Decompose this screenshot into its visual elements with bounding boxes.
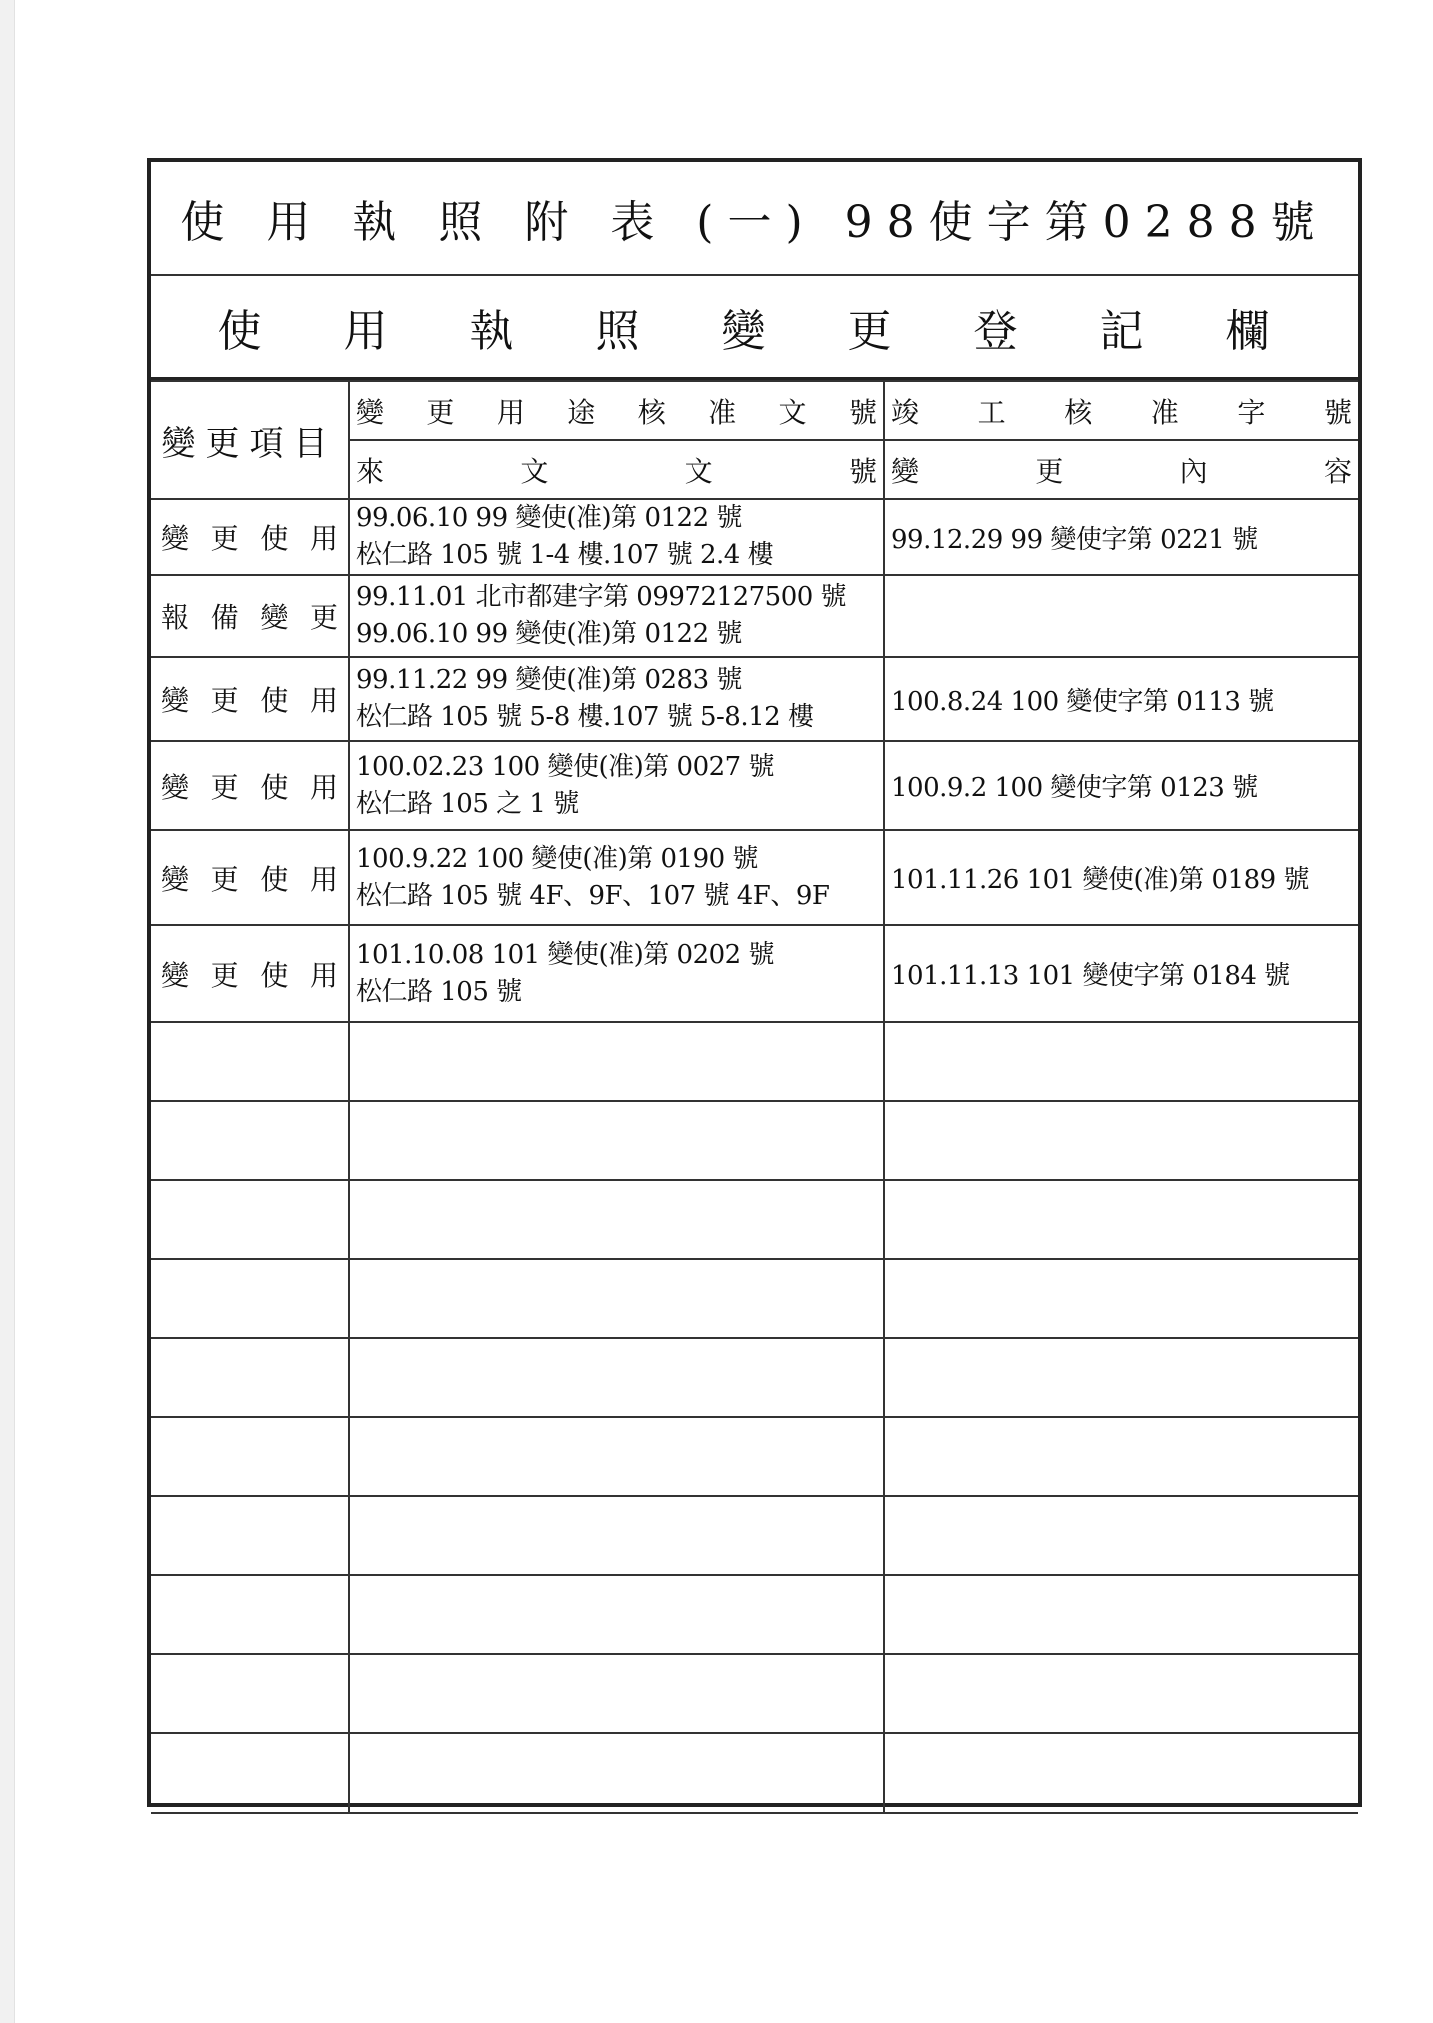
item-char: 變	[161, 862, 190, 896]
item-char: 用	[309, 684, 338, 717]
reference-cell	[349, 830, 884, 925]
item-char: 更	[309, 601, 338, 634]
change-item-cell	[151, 575, 349, 657]
license-appendix-form	[147, 158, 1362, 1807]
empty-row	[151, 1101, 1358, 1180]
header-char: 文	[684, 454, 713, 488]
reference-cell	[349, 499, 884, 575]
header-char: 號	[848, 454, 877, 488]
empty-cell	[884, 1338, 1358, 1417]
empty-row	[151, 1417, 1358, 1496]
item-char: 用	[309, 770, 338, 804]
item-char: 變	[161, 958, 190, 992]
empty-cell	[884, 1180, 1358, 1259]
ref-line-1: 101.10.08 101 變使(准)第 0202 號	[356, 939, 774, 970]
empty-row	[151, 1338, 1358, 1417]
item-char: 使	[260, 958, 289, 992]
reference-cell	[349, 575, 884, 657]
ref-line-1: 100.9.22 100 變使(准)第 0190 號	[356, 843, 758, 874]
header-completion-approval	[884, 381, 1358, 440]
ref-line-2: 松仁路 105 號	[356, 976, 522, 1007]
ref-line-2: 松仁路 105 號 1-4 樓.107 號 2.4 樓	[356, 540, 774, 570]
empty-cell	[151, 1496, 349, 1575]
empty-row	[151, 1022, 1358, 1101]
item-char: 更	[210, 522, 239, 555]
empty-cell	[349, 1575, 884, 1654]
approval-cell	[884, 925, 1358, 1022]
empty-cell	[151, 1101, 349, 1180]
item-char: 使	[260, 684, 289, 717]
document-subtitle: 使用執照變更登記欄	[151, 276, 1358, 380]
item-char: 變	[161, 522, 190, 555]
approval-cell	[884, 741, 1358, 830]
empty-cell	[884, 1575, 1358, 1654]
empty-row	[151, 1180, 1358, 1259]
ref-line-1: 99.11.22 99 變使(准)第 0283 號	[356, 665, 742, 695]
item-char: 用	[309, 958, 338, 992]
approval-cell	[884, 830, 1358, 925]
reference-cell	[349, 741, 884, 830]
header-char: 號	[848, 395, 877, 429]
empty-cell	[349, 1022, 884, 1101]
header-char: 更	[1035, 454, 1064, 488]
item-char: 更	[210, 684, 239, 717]
header-char: 號	[1323, 395, 1352, 429]
header-char: 文	[520, 454, 549, 488]
approval-text: 101.11.26 101 變使(准)第 0189 號	[891, 865, 1309, 895]
header-char: 准	[1150, 395, 1179, 429]
header-incoming-doc-number	[349, 440, 884, 499]
empty-row	[151, 1575, 1358, 1654]
empty-cell	[884, 1654, 1358, 1733]
approval-cell	[884, 499, 1358, 575]
empty-cell	[349, 1654, 884, 1733]
header-char: 變	[356, 395, 385, 429]
header-char: 內	[1179, 454, 1208, 488]
header-char: 文	[778, 395, 807, 429]
table-row	[151, 925, 1358, 1022]
header-change-use-approval	[349, 381, 884, 440]
ref-line-2: 松仁路 105 號 5-8 樓.107 號 5-8.12 樓	[356, 702, 814, 732]
item-char: 變	[260, 601, 289, 634]
approval-cell	[884, 657, 1358, 741]
header-char: 核	[637, 395, 666, 429]
change-item-cell	[151, 657, 349, 741]
table-row	[151, 830, 1358, 925]
change-item-cell	[151, 830, 349, 925]
ref-line-1: 99.11.01 北市都建字第 09972127500 號	[356, 582, 847, 612]
table-row	[151, 499, 1358, 575]
header-char: 容	[1323, 454, 1352, 488]
empty-row	[151, 1496, 1358, 1575]
header-change-content	[884, 440, 1358, 499]
header-char: 竣	[891, 395, 920, 429]
item-char: 變	[161, 770, 190, 804]
approval-cell	[884, 575, 1358, 657]
header-char: 工	[977, 395, 1006, 429]
header-char: 來	[356, 454, 385, 488]
approval-text: 100.9.2 100 變使字第 0123 號	[891, 773, 1258, 803]
approval-text: 99.12.29 99 變使字第 0221 號	[891, 524, 1258, 555]
header-char: 字	[1237, 395, 1266, 429]
empty-cell	[349, 1733, 884, 1813]
item-char: 更	[210, 958, 239, 992]
header-change-item: 變更項目	[151, 381, 349, 499]
header-char: 准	[708, 395, 737, 429]
empty-cell	[349, 1180, 884, 1259]
empty-cell	[884, 1259, 1358, 1338]
document-title: 使 用 執 照 附 表 (一) 98使字第0288號	[151, 162, 1358, 276]
empty-cell	[349, 1417, 884, 1496]
approval-text: 101.11.13 101 變使字第 0184 號	[891, 961, 1290, 991]
item-char: 更	[210, 862, 239, 896]
empty-row	[151, 1654, 1358, 1733]
ref-line-2: 松仁路 105 號 4F、9F、107 號 4F、9F	[356, 880, 830, 911]
scan-edge	[0, 0, 15, 2023]
empty-cell	[349, 1496, 884, 1575]
item-char: 用	[309, 522, 338, 555]
empty-cell	[151, 1654, 349, 1733]
empty-cell	[349, 1338, 884, 1417]
empty-cell	[884, 1022, 1358, 1101]
item-char: 備	[210, 601, 239, 634]
table-row	[151, 575, 1358, 657]
empty-cell	[884, 1496, 1358, 1575]
empty-cell	[151, 1259, 349, 1338]
approval-text: 100.8.24 100 變使字第 0113 號	[891, 686, 1274, 717]
empty-cell	[884, 1101, 1358, 1180]
item-char: 報	[161, 601, 190, 634]
change-item-cell	[151, 741, 349, 830]
reference-cell	[349, 657, 884, 741]
ref-line-1: 100.02.23 100 變使(准)第 0027 號	[356, 751, 774, 782]
item-char: 使	[260, 770, 289, 804]
header-char: 用	[496, 395, 525, 429]
header-char: 途	[567, 395, 596, 429]
empty-cell	[151, 1733, 349, 1813]
empty-cell	[349, 1101, 884, 1180]
empty-cell	[151, 1338, 349, 1417]
empty-cell	[151, 1575, 349, 1654]
item-char: 更	[210, 770, 239, 804]
ref-line-1: 99.06.10 99 變使(准)第 0122 號	[356, 503, 742, 533]
empty-cell	[349, 1259, 884, 1338]
change-item-cell	[151, 925, 349, 1022]
empty-cell	[884, 1733, 1358, 1813]
item-char: 用	[309, 862, 338, 896]
item-char: 使	[260, 862, 289, 896]
item-char: 變	[161, 684, 190, 717]
empty-cell	[151, 1022, 349, 1101]
empty-cell	[884, 1417, 1358, 1496]
table-row	[151, 657, 1358, 741]
table-row	[151, 741, 1358, 830]
empty-cell	[151, 1417, 349, 1496]
reference-cell	[349, 925, 884, 1022]
header-char: 核	[1064, 395, 1093, 429]
change-item-cell	[151, 499, 349, 575]
ref-line-2: 松仁路 105 之 1 號	[356, 788, 579, 819]
change-registration-table	[151, 380, 1358, 1814]
header-row-top	[151, 381, 1358, 440]
ref-line-2: 99.06.10 99 變使(准)第 0122 號	[356, 619, 742, 649]
header-char: 變	[891, 454, 920, 488]
empty-row	[151, 1733, 1358, 1813]
header-char: 更	[426, 395, 455, 429]
item-char: 使	[260, 522, 289, 555]
empty-row	[151, 1259, 1358, 1338]
empty-cell	[151, 1180, 349, 1259]
